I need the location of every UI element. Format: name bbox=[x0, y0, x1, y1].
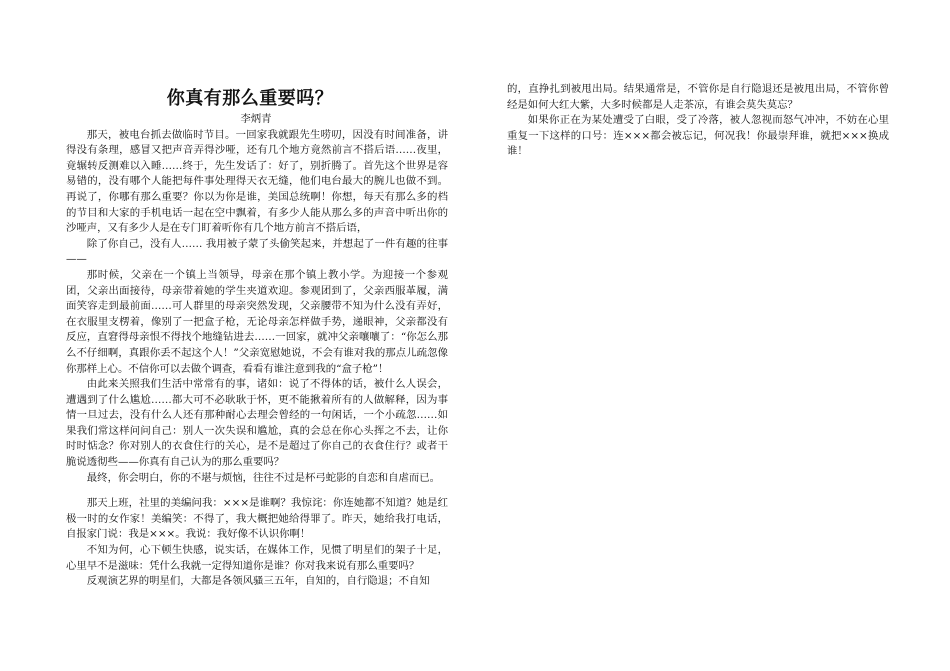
paragraph-radio-show: 那天，被电台抓去做临时节目。一回家我就跟先生唠叨，因没有时间准备，讲得没有条理，感冒又把声音弄得沙哑，还有几个地方竟然前言不搭后语……夜里，竟辗转反测难以入睡……终于，先生发话了：好了，别折腾了。首先这个世界是容易错的，没有哪个人能把每件事处理得天衣无缝，他们电台最大的腕儿也做不到。再说了，你哪有那么重要？你以为你是谁，美国总统啊！你想，每天有那么多的档的节目和大家的手机电话一起在空中飘着，有多少人能从那么多的声音中听出你的沙哑声，又有多少人是在专门盯着听你有几个地方前言不搭后语， bbox=[66, 128, 448, 235]
paragraph-editor-story: 那天上班，社里的美编问我：×××是谁啊？我惊诧：你连她都不知道？她是红极一时的女作家！美编笑：不得了，我大概把她给得罪了。昨天，她给我打电话，自报家门说：我是×××。我说：我好像不认识你啊！ bbox=[66, 497, 448, 541]
article-author: 李炳青 bbox=[240, 113, 272, 125]
article-title: 你真有那么重要吗？ bbox=[166, 88, 334, 109]
paragraph-father-story: 那时候，父亲在一个镇上当领导，母亲在那个镇上教小学。为迎接一个参观团，父亲出面接待，母亲带着她的学生夹道欢迎。参观团到了，父亲西服革履，满面笑容走到最前面……可人群里的母亲突然发现，父亲腰带不知为什么没有弄好，在衣服里支楞着，像别了一把盒子枪，无论母亲怎样做手势，递眼神，父亲都没有反应，直窘得母亲恨不得找个地缝钻进去……一回家，就冲父亲嚷嚷了：“你怎么那么不仔细啊，真跟你丢不起这个人！”父亲宽慰她说，不会有谁对我的那点儿疏忽像你那样上心。不信你可以去做个调查，看看有谁注意到我的“盒子枪”！ bbox=[66, 268, 448, 375]
paragraph-reflection: 由此来关照我们生活中常常有的事，诸如：说了不得体的话，被什么人误会，遭遇到了什么尴尬……都大可不必耿耿于怀，更不能揪着所有的人做解释，因为事情一旦过去，没有什么人还有那种耐心去理会曾经的一句闲话，一个小疏忽……如果我们常这样问问自己：别人一次失误和尴尬，真的会总在你心头挥之不去，让你时时惦念？你对别人的衣食住行的关心，是不是超过了你自己的衣食住行？或者干脆说透彻些——你真有自己认为的那么重要吗？ bbox=[66, 378, 448, 469]
paragraph-spacer bbox=[66, 486, 448, 496]
paragraph-slogan: 如果你正在为某处遭受了白眼，受了冷落，被人忽视而怒气冲冲，不妨在心里重复一下这样的口号：连×××都会被忘记，何况我！你最崇拜谁，就把×××换成谁！ bbox=[507, 114, 889, 158]
paragraph-conclusion: 最终，你会明白，你的不堪与烦恼，往往不过是杯弓蛇影的自恋和自虐而已。 bbox=[86, 471, 441, 484]
paragraph-celebrities: 反观演艺界的明星们，大都是各领风骚三五年，自知的，自行隐退；不自知 bbox=[86, 575, 430, 588]
paragraph-except-yourself: 除了你自己，没有人…… 我用被子蒙了头偷笑起来，并想起了一件有趣的往事—— bbox=[66, 237, 448, 266]
paragraph-celebrities-continued: 的，直挣扎到被甩出局。结果通常是，不管你是自行隐退还是被甩出局，不管你曾经是如何大红大紫，大多时候都是人走茶凉，有谁会莫失莫忘？ bbox=[507, 83, 889, 111]
left-column bbox=[66, 86, 448, 590]
paragraph-media-work: 不知为何，心下顿生快感，说实话，在媒体工作，见惯了明星们的架子十足，心里早不是滋味：凭什么我就一定得知道你是谁？你对我来说有那么重要吗？ bbox=[66, 544, 448, 572]
right-column bbox=[507, 82, 889, 160]
